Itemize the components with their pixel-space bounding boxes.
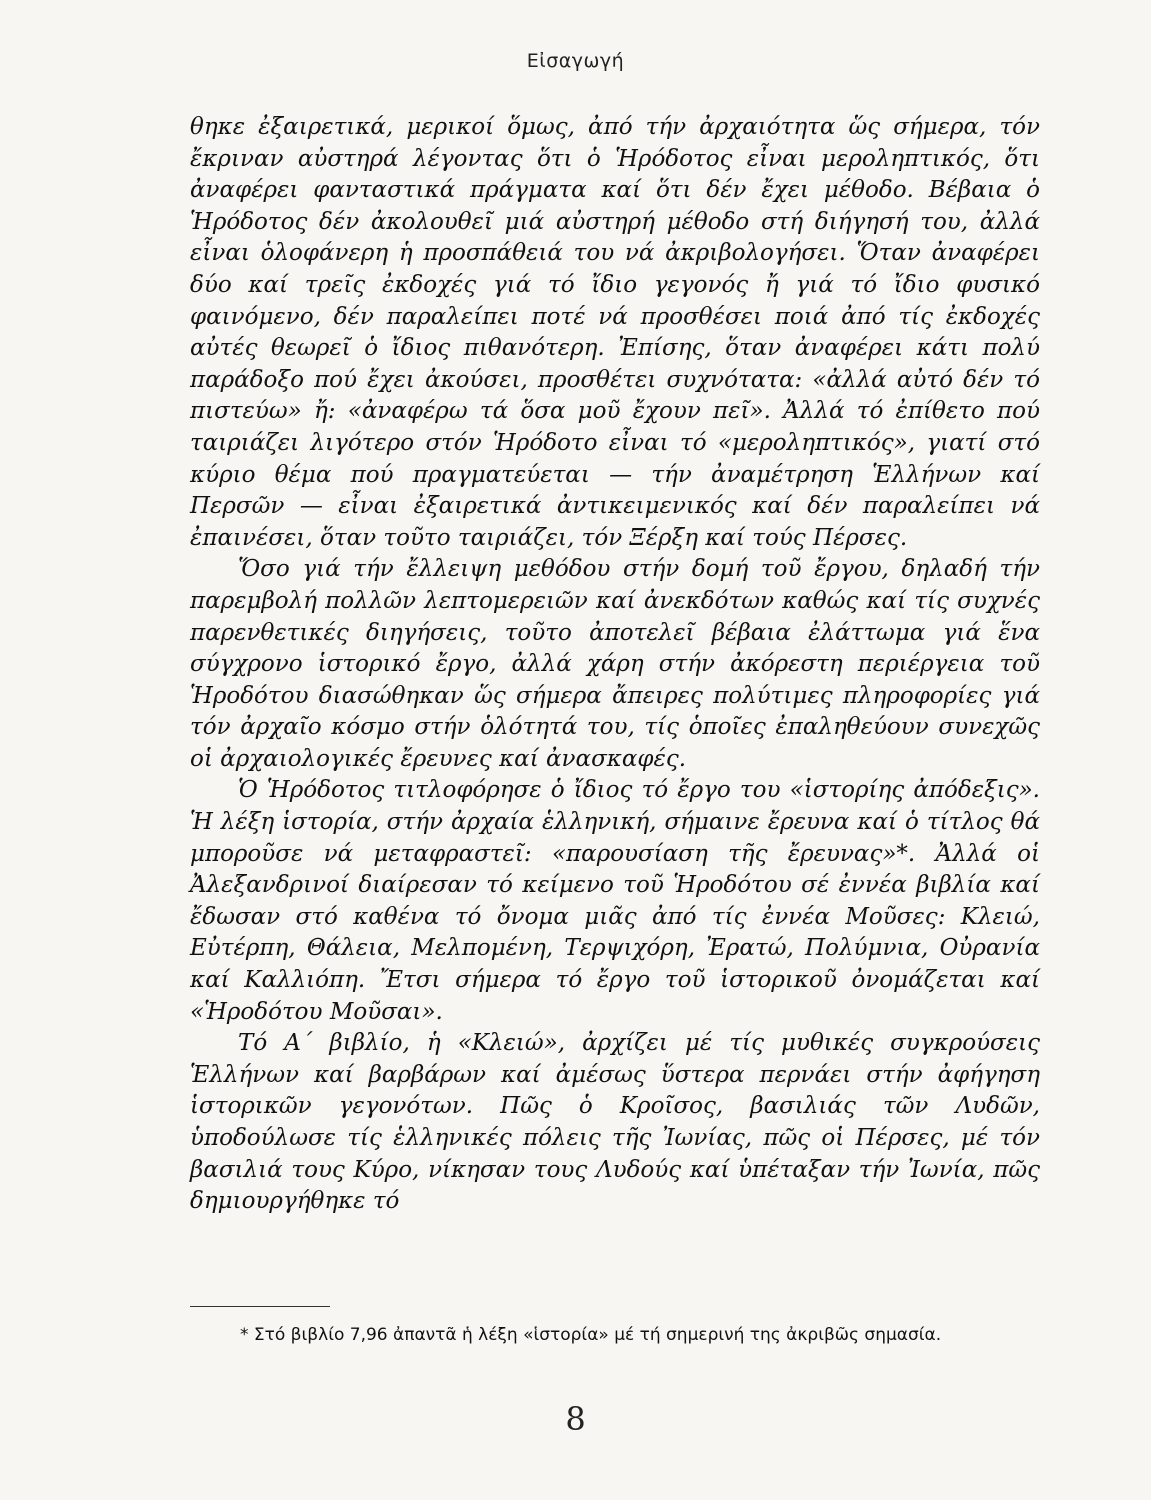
paragraph-2: Ὅσο γιά τήν ἔλλειψη μεθόδου στήν δομή τοῦ ἔργου, δηλαδή τήν παρεμβολή πολλῶν λεπτομερειῶν καί ἀνεκδότων καθώς καί τίς συχνές παρενθετικές διηγήσεις, τοῦτο ἀποτελεῖ βέβαια ἐλάττωμα γιά ἕνα σύγχρονο ἱστορικό ἔργο, ἀλλά χάρη στήν ἀκόρεστη περιέργεια τοῦ Ἡροδότου διασώθηκαν ὥς σήμερα ἄπειρες πολύτιμες πληροφορίες γιά τόν ἀρχαῖο κόσμο στήν ὁλότητά του, τίς ὁποῖες ἐπαληθεύουν συνεχῶς οἱ ἀρχαιολογικές ἔρευνες καί ἀνασκαφές. — [190, 556, 1040, 772]
footnote — [190, 1320, 1040, 1350]
body-text — [190, 112, 1040, 1218]
paragraph-4: Τό Α΄ βιβλίο, ἡ «Κλειώ», ἀρχίζει μέ τίς μυθικές συγκρούσεις Ἑλλήνων καί βαρβάρων καί ἀμέσως ὕστερα περνάει στήν ἀφήγηση ἱστορικῶν γεγονότων. Πῶς ὁ Κροῖσος, βασιλιάς τῶν Λυδῶν, ὑποδούλωσε τίς ἑλληνικές πόλεις τῆς Ἰωνίας, πῶς οἱ Πέρσες, μέ τόν βασιλιά τους Κύρο, νίκησαν τους Λυδούς καί ὑπέταξαν τήν Ἰωνία, πῶς δημιουργήθηκε τό — [190, 1030, 1040, 1215]
running-head: Εἰσαγωγή — [526, 50, 625, 72]
paragraph-3: Ὁ Ἡρόδοτος τιτλοφόρησε ὁ ἴδιος τό ἔργο του «ἱστορίης ἀπόδεξις». Ἡ λέξη ἱστορία, στήν ἀρχαία ἑλληνική, σήμαινε ἔρευνα καί ὁ τίτλος θά μποροῦσε νά μεταφραστεῖ: «παρουσίαση τῆς ἔρευνας»*. Ἀλλά οἱ Ἀλεξανδρινοί διαίρεσαν τό κείμενο τοῦ Ἡροδότου σέ ἐννέα βιβλία καί ἔδωσαν στό καθένα τό ὄνομα μιᾶς ἀπό τίς ἐννέα Μοῦσες: Κλειώ, Εὐτέρπη, Θάλεια, Μελπομένη, Τερψιχόρη, Ἐρατώ, Πολύμνια, Οὐρανία καί Καλλιόπη. Ἔτσι σήμερα τό ἔργο τοῦ ἱστορικοῦ ὀνομάζεται καί «Ἡροδότου Μοῦσαι». — [190, 777, 1040, 1025]
paragraph-1: θηκε ἐξαιρετικά, μερικοί ὅμως, ἀπό τήν ἀρχαιότητα ὥς σήμερα, τόν ἔκριναν αὐστηρά λέγοντας ὅτι ὁ Ἡρόδοτος εἶναι μεροληπτικός, ὅτι ἀναφέρει φανταστικά πράγματα καί ὅτι δέν ἔχει μέθοδο. Βέβαια ὁ Ἡρόδοτος δέν ἀκολουθεῖ μιά αὐστηρή μέθοδο στή διήγησή του, ἀλλά εἶναι ὁλοφάνερη ἡ προσπάθειά του νά ἀκριβολογήσει. Ὅταν ἀναφέρει δύο καί τρεῖς ἐκδοχές γιά τό ἴδιο γεγονός ἤ γιά τό ἴδιο φυσικό φαινόμενο, δέν παραλείπει ποτέ νά προσθέσει ποιά ἀπό τίς ἐκδοχές αὐτές θεωρεῖ ὁ ἴδιος πιθανότερη. Ἐπίσης, ὅταν ἀναφέρει κάτι πολύ παράδοξο πού ἔχει ἀκούσει, προσθέτει συχνότατα: «ἀλλά αὐτό δέν τό πιστεύω» ἤ: «ἀναφέρω τά ὅσα μοῦ ἔχουν πεῖ». Ἀλλά τό ἐπίθετο πού ταιριάζει λιγότερο στόν Ἡρόδοτο εἶναι τό «μεροληπτικός», γιατί στό κύριο θέμα πού πραγματεύεται — τήν ἀναμέτρηση Ἑλλήνων καί Περσῶν — εἶναι ἐξαιρετικά ἀντικειμενικός καί δέν παραλείπει νά ἐπαινέσει, ὅταν τοῦτο ταιριάζει, τόν Ξέρξη καί τούς Πέρσες. — [190, 114, 1040, 551]
footnote-text: * Στό βιβλίο 7,96 ἀπαντᾶ ἡ λέξη «ἱστορία» μέ τή σημερινή της ἀκριβῶς σημασία. — [240, 1325, 942, 1345]
footnote-divider — [190, 1306, 330, 1307]
page-number: 8 — [565, 1400, 586, 1438]
